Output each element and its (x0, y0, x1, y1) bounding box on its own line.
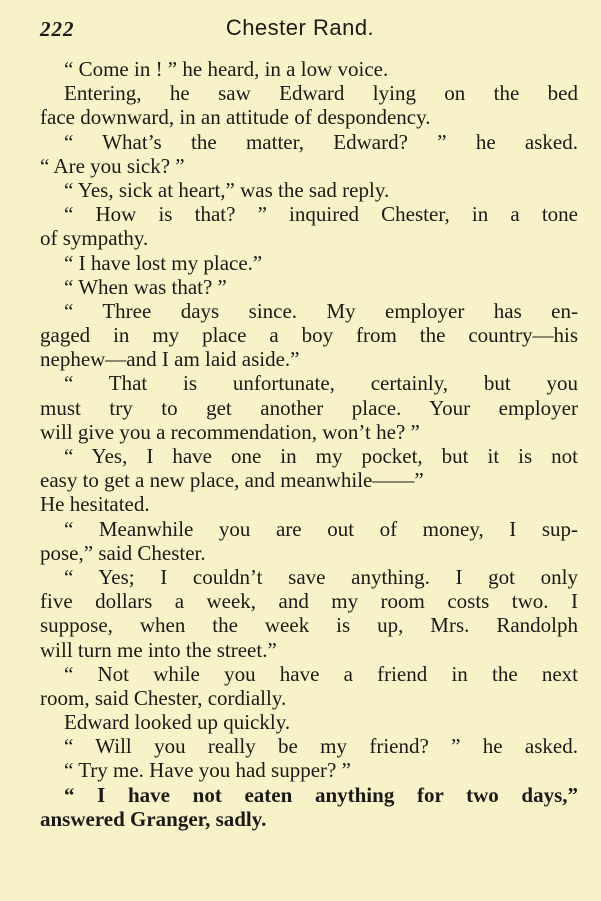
text-line: five dollars a week, and my room costs two. I (40, 589, 578, 614)
text-line: “ That is unfortunate, certainly, but you (64, 371, 578, 396)
text-line: face downward, in an attitude of despondency. (40, 105, 431, 130)
text-line: of sympathy. (40, 226, 149, 251)
text-line: “ Yes, I have one in my pocket, but it is not (64, 444, 578, 468)
page-number: 222 (40, 17, 75, 41)
text-line: nephew—and I am laid aside.” (40, 347, 300, 372)
text-line: “ I have not eaten anything for two days,” (64, 782, 578, 807)
text-line: “ When was that? ” (64, 274, 227, 299)
text-line: must try to get another place. Your employer (40, 395, 578, 420)
text-line: “ Not while you have a friend in the next (64, 661, 578, 686)
text-line: will give you a recommendation, won’t he? ” (40, 419, 420, 444)
text-line: Entering, he saw Edward lying on the bed (64, 81, 578, 106)
text-line: room, said Chester, cordially. (40, 685, 287, 710)
text-line: “ Will you really be my friend? ” he asked. (64, 734, 578, 759)
text-line: “ Three days since. My employer has en- (64, 298, 578, 323)
text-line: He hesitated. (40, 492, 150, 517)
running-title: Chester Rand. (225, 15, 375, 40)
text-line: answered Granger, sadly. (40, 806, 267, 831)
running-header (40, 17, 560, 47)
text-line: “ How is that? ” inquired Chester, in a tone (64, 202, 578, 227)
text-line: pose,” said Chester. (40, 540, 206, 565)
text-line: “ Try me. Have you had supper? ” (64, 758, 351, 783)
text-line: easy to get a new place, and meanwhile——” (40, 468, 424, 493)
text-line: “ Yes, sick at heart,” was the sad reply. (64, 177, 390, 202)
text-line: “ What’s the matter, Edward? ” he asked. (64, 129, 578, 154)
text-line: “ Are you sick? ” (40, 153, 185, 178)
text-line: “ Meanwhile you are out of money, I sup- (64, 516, 578, 541)
text-line: gaged in my place a boy from the country—his (40, 323, 578, 348)
text-line: Edward looked up quickly. (64, 710, 291, 735)
text-line: “ Come in ! ” he heard, in a low voice. (64, 57, 389, 81)
text-line: suppose, when the week is up, Mrs. Randolph (40, 613, 578, 638)
body-text (40, 57, 578, 831)
text-line: “ Yes; I couldn’t save anything. I got only (64, 564, 578, 589)
text-line: will turn me into the street.” (40, 637, 277, 662)
text-line: “ I have lost my place.” (64, 250, 263, 275)
